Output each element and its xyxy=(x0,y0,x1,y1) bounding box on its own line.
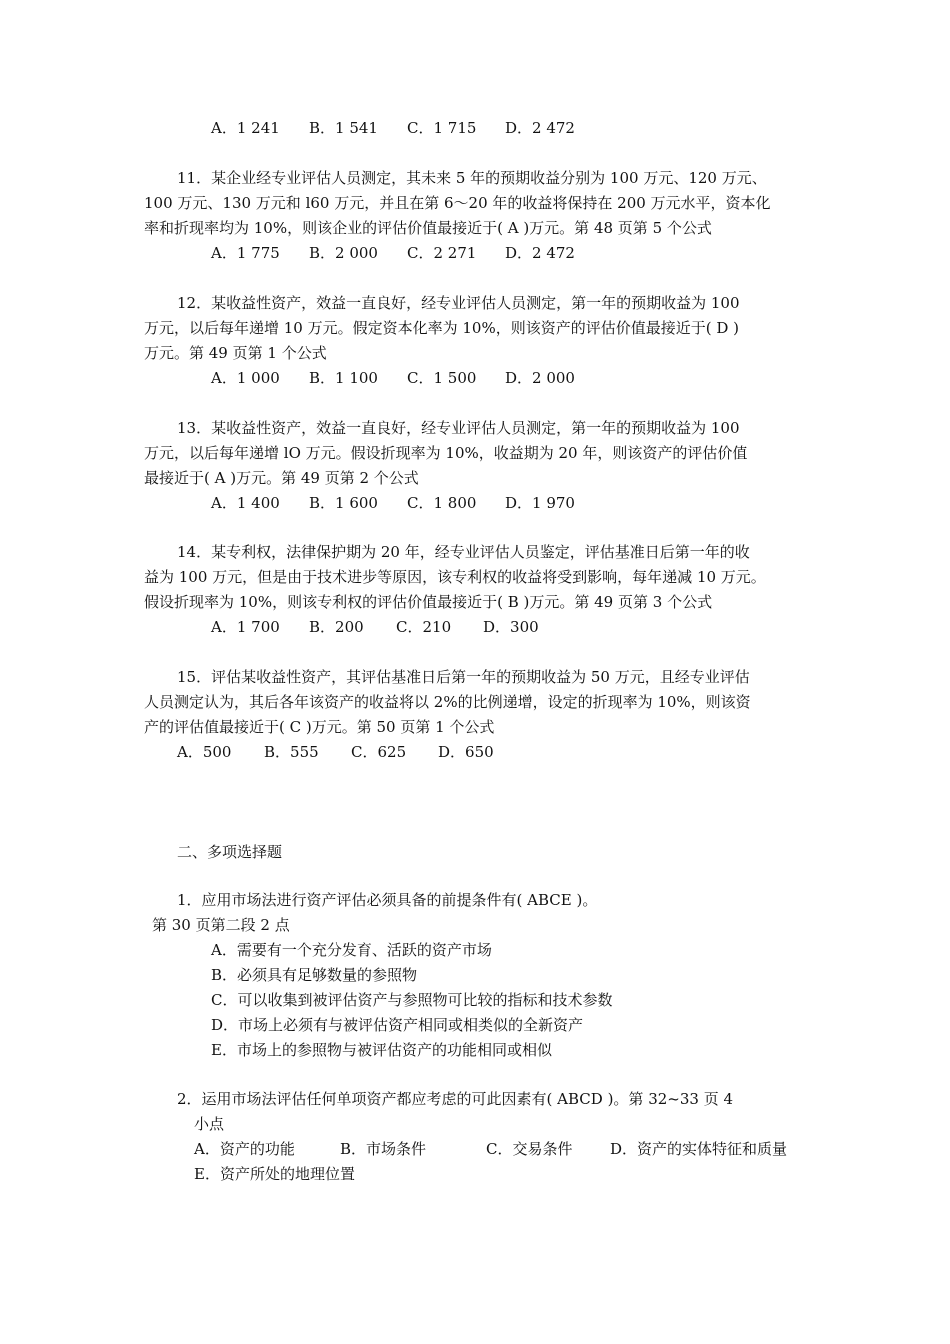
q11-option-b: B．2 000 xyxy=(309,244,378,262)
m1-text-line-2: 第 30 页第二段 2 点 xyxy=(152,916,290,934)
m2-option-b: B．市场条件 xyxy=(340,1140,427,1158)
m1-text-line-1: 1．应用市场法进行资产评估必须具备的前提条件有( ABCE )。 xyxy=(177,891,598,909)
m2-option-c: C．交易条件 xyxy=(486,1140,573,1158)
q12-options xyxy=(211,366,575,391)
q15-option-a: A．500 xyxy=(177,743,232,761)
q12-option-a: A．1 000 xyxy=(211,369,280,387)
q14-option-c: C．210 xyxy=(396,618,452,636)
m1-option-b: B．必须具有足够数量的参照物 xyxy=(211,966,418,984)
q15-option-d: D．650 xyxy=(438,743,494,761)
q10-option-a: A．1 241 xyxy=(211,119,280,137)
q10-option-b: B．1 541 xyxy=(309,119,378,137)
m2-options-row xyxy=(194,1137,787,1162)
q15-option-c: C．625 xyxy=(351,743,407,761)
q11-text-line-3: 率和折现率均为 10%，则该企业的评估价值最接近于( A )万元。第 48 页第 5 个公式 xyxy=(144,219,712,237)
q12-option-b: B．1 100 xyxy=(309,369,378,387)
q13-text-line-3: 最接近于( A )万元。第 49 页第 2 个公式 xyxy=(144,469,419,487)
q12-text-line-1: 12．某收益性资产，效益一直良好，经专业评估人员测定，第一年的预期收益为 100 xyxy=(177,294,740,312)
m2-option-d: D．资产的实体特征和质量 xyxy=(610,1140,788,1158)
m1-option-e: E．市场上的参照物与被评估资产的功能相同或相似 xyxy=(211,1041,552,1059)
q11-text-line-2: 100 万元、130 万元和 l60 万元，并且在第 6～20 年的收益将保持在 200 万元水平，资本化 xyxy=(144,194,771,212)
q15-option-b: B．555 xyxy=(264,743,319,761)
q11-option-c: C．2 271 xyxy=(407,244,477,262)
q13-option-a: A．1 400 xyxy=(211,494,280,512)
m2-option-e: E．资产所处的地理位置 xyxy=(194,1165,355,1183)
q13-option-c: C．1 800 xyxy=(407,494,477,512)
q13-option-b: B．1 600 xyxy=(309,494,378,512)
q14-text-line-1: 14．某专利权，法律保护期为 20 年，经专业评估人员鉴定，评估基准日后第一年的收 xyxy=(177,543,750,561)
q13-options xyxy=(211,491,575,516)
m2-option-a: A．资产的功能 xyxy=(194,1140,295,1158)
q12-option-d: D．2 000 xyxy=(505,369,575,387)
q14-option-d: D．300 xyxy=(483,618,539,636)
q14-option-b: B．200 xyxy=(309,618,364,636)
q11-option-a: A．1 775 xyxy=(211,244,280,262)
q14-text-line-2: 益为 100 万元，但是由于技术进步等原因，该专利权的收益将受到影响，每年递减 10 万元。 xyxy=(144,568,766,586)
q13-text-line-1: 13．某收益性资产，效益一直良好，经专业评估人员测定，第一年的预期收益为 100 xyxy=(177,419,740,437)
q10-option-d: D．2 472 xyxy=(505,119,575,137)
q15-text-line-2: 人员测定认为，其后各年该资产的收益将以 2%的比例递增，设定的折现率为 10%，则该资 xyxy=(144,693,751,711)
m2-text-line-1: 2．运用市场法评估任何单项资产都应考虑的可此因素有( ABCD )。第 32~33 页 4 xyxy=(177,1090,734,1108)
q10-option-c: C．1 715 xyxy=(407,119,477,137)
m2-text-line-2: 小点 xyxy=(194,1115,225,1133)
section-heading: 二、多项选择题 xyxy=(177,843,283,861)
q12-text-line-2: 万元，以后每年递增 10 万元。假定资本化率为 10%，则该资产的评估价值最接近于( D ) xyxy=(144,319,740,337)
q10-options xyxy=(211,116,575,141)
q14-option-a: A．1 700 xyxy=(211,618,280,636)
q15-options xyxy=(177,740,494,765)
q13-option-d: D．1 970 xyxy=(505,494,575,512)
q11-text-line-1: 11．某企业经专业评估人员测定，其未来 5 年的预期收益分别为 100 万元、120 万元、 xyxy=(177,169,767,187)
q15-text-line-1: 15．评估某收益性资产，其评估基准日后第一年的预期收益为 50 万元，且经专业评估 xyxy=(177,668,750,686)
m1-option-a: A．需要有一个充分发育、活跃的资产市场 xyxy=(211,941,492,959)
q12-option-c: C．1 500 xyxy=(407,369,477,387)
q12-text-line-3: 万元。第 49 页第 1 个公式 xyxy=(144,344,327,362)
q11-option-d: D．2 472 xyxy=(505,244,575,262)
q11-options xyxy=(211,241,575,266)
q14-options xyxy=(211,615,539,640)
q13-text-line-2: 万元，以后每年递增 lO 万元。假设折现率为 10%，收益期为 20 年，则该资产的评估价值 xyxy=(144,444,748,462)
q15-text-line-3: 产的评估值最接近于( C )万元。第 50 页第 1 个公式 xyxy=(144,718,495,736)
m1-option-c: C．可以收集到被评估资产与参照物可比较的指标和技术参数 xyxy=(211,991,613,1009)
q14-text-line-3: 假设折现率为 10%，则该专利权的评估价值最接近于( B )万元。第 49 页第 3 个公式 xyxy=(144,593,713,611)
m1-option-d: D．市场上必须有与被评估资产相同或相类似的全新资产 xyxy=(211,1016,584,1034)
